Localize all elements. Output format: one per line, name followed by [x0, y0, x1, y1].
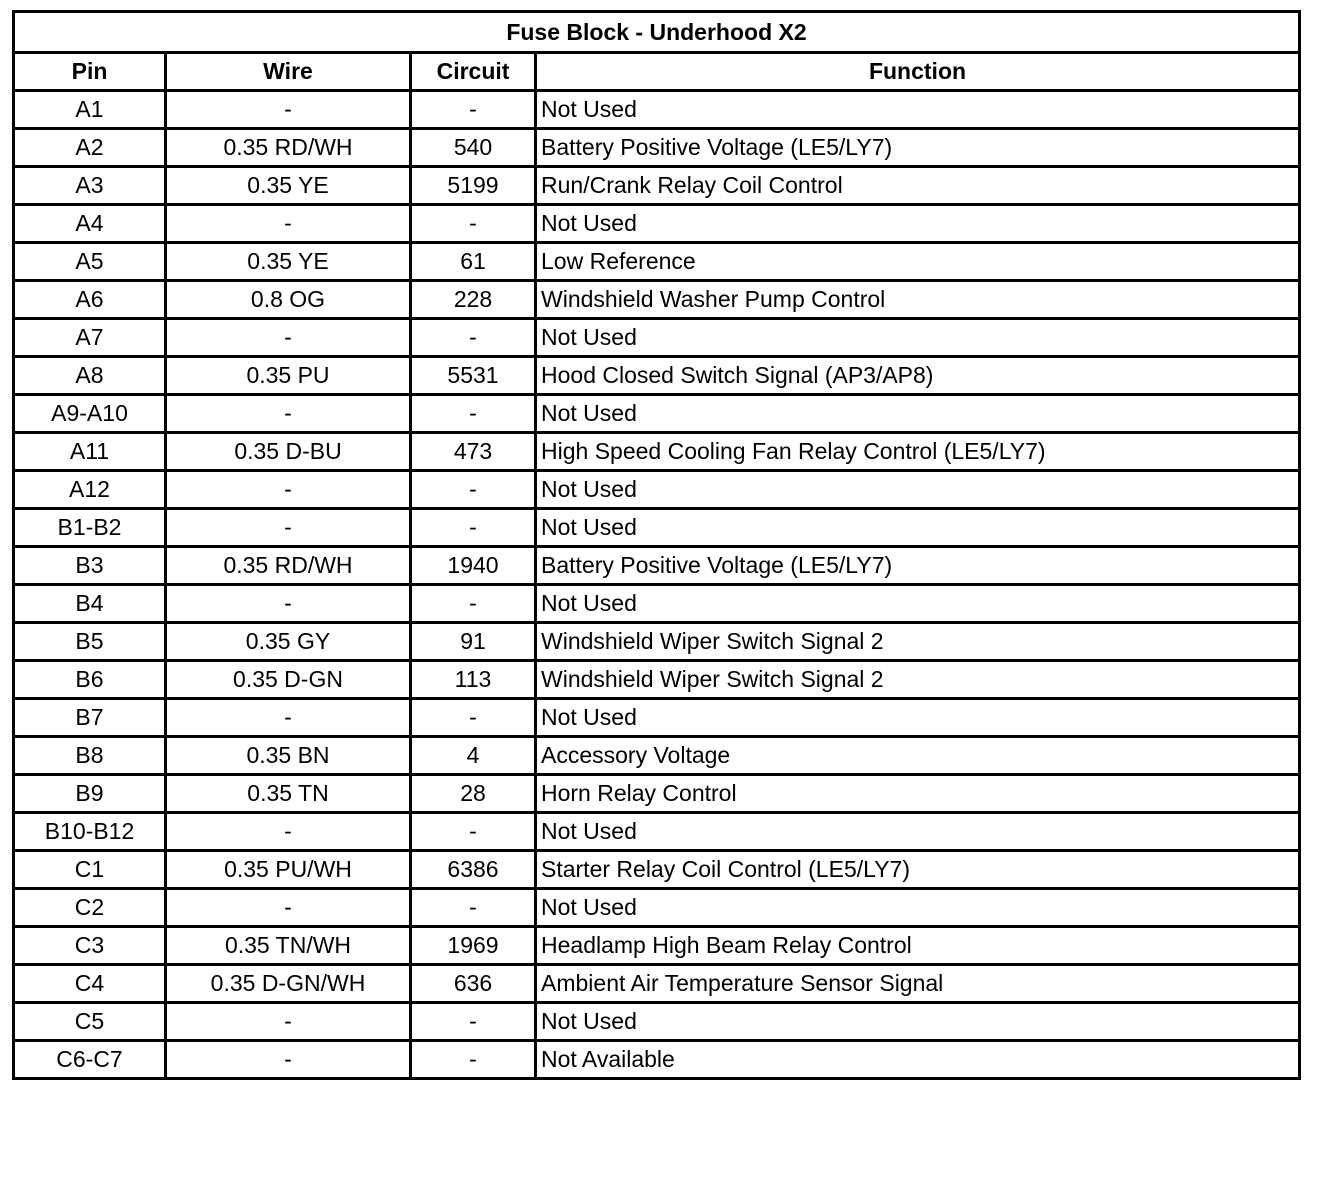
function-cell: Run/Crank Relay Coil Control	[536, 167, 1300, 205]
function-cell: Not Used	[536, 1003, 1300, 1041]
wire-cell: -	[166, 1003, 411, 1041]
table-row	[14, 281, 1300, 319]
wire-cell: 0.35 PU	[166, 357, 411, 395]
circuit-cell: 28	[411, 775, 536, 813]
circuit-cell: -	[411, 699, 536, 737]
table-row	[14, 319, 1300, 357]
pin-cell: A9-A10	[14, 395, 166, 433]
function-cell: Not Available	[536, 1041, 1300, 1079]
circuit-cell: -	[411, 395, 536, 433]
circuit-cell: 5531	[411, 357, 536, 395]
pin-cell: C4	[14, 965, 166, 1003]
wire-cell: 0.8 OG	[166, 281, 411, 319]
wire-cell: -	[166, 699, 411, 737]
pin-cell: C5	[14, 1003, 166, 1041]
wire-cell: 0.35 D-BU	[166, 433, 411, 471]
table-row	[14, 813, 1300, 851]
function-cell: Not Used	[536, 813, 1300, 851]
pin-cell: A1	[14, 91, 166, 129]
table-row	[14, 851, 1300, 889]
table-row	[14, 471, 1300, 509]
circuit-cell: -	[411, 205, 536, 243]
wire-cell: -	[166, 205, 411, 243]
wire-cell: -	[166, 509, 411, 547]
pin-cell: A5	[14, 243, 166, 281]
function-cell: Not Used	[536, 699, 1300, 737]
pin-cell: C1	[14, 851, 166, 889]
circuit-cell: -	[411, 889, 536, 927]
wire-cell: 0.35 RD/WH	[166, 547, 411, 585]
circuit-cell: 1940	[411, 547, 536, 585]
circuit-cell: 5199	[411, 167, 536, 205]
circuit-cell: 61	[411, 243, 536, 281]
circuit-cell: 540	[411, 129, 536, 167]
table-row	[14, 699, 1300, 737]
function-cell: Accessory Voltage	[536, 737, 1300, 775]
pin-cell: C3	[14, 927, 166, 965]
table-row	[14, 889, 1300, 927]
table-row	[14, 927, 1300, 965]
column-header-function: Function	[536, 53, 1300, 91]
wire-cell: -	[166, 1041, 411, 1079]
pin-cell: A2	[14, 129, 166, 167]
pin-cell: A3	[14, 167, 166, 205]
circuit-cell: 473	[411, 433, 536, 471]
wire-cell: -	[166, 585, 411, 623]
wire-cell: -	[166, 889, 411, 927]
pin-cell: C6-C7	[14, 1041, 166, 1079]
wire-cell: 0.35 TN/WH	[166, 927, 411, 965]
table-row	[14, 965, 1300, 1003]
pin-cell: A6	[14, 281, 166, 319]
circuit-cell: -	[411, 1003, 536, 1041]
pin-cell: A12	[14, 471, 166, 509]
wire-cell: 0.35 PU/WH	[166, 851, 411, 889]
circuit-cell: 4	[411, 737, 536, 775]
pin-cell: B1-B2	[14, 509, 166, 547]
function-cell: Not Used	[536, 889, 1300, 927]
wire-cell: 0.35 RD/WH	[166, 129, 411, 167]
table-row	[14, 167, 1300, 205]
wire-cell: -	[166, 395, 411, 433]
table-row	[14, 585, 1300, 623]
wire-cell: -	[166, 91, 411, 129]
pin-cell: A11	[14, 433, 166, 471]
column-header-wire: Wire	[166, 53, 411, 91]
table-title: Fuse Block - Underhood X2	[14, 12, 1300, 53]
function-cell: Not Used	[536, 319, 1300, 357]
circuit-cell: 228	[411, 281, 536, 319]
circuit-cell: 636	[411, 965, 536, 1003]
wire-cell: 0.35 D-GN/WH	[166, 965, 411, 1003]
function-cell: Horn Relay Control	[536, 775, 1300, 813]
pin-cell: A4	[14, 205, 166, 243]
table-row	[14, 205, 1300, 243]
table-row	[14, 243, 1300, 281]
pin-cell: B9	[14, 775, 166, 813]
table-row	[14, 357, 1300, 395]
circuit-cell: -	[411, 813, 536, 851]
circuit-cell: 113	[411, 661, 536, 699]
wire-cell: -	[166, 813, 411, 851]
wire-cell: 0.35 TN	[166, 775, 411, 813]
column-header-pin: Pin	[14, 53, 166, 91]
pin-cell: B5	[14, 623, 166, 661]
function-cell: Not Used	[536, 509, 1300, 547]
circuit-cell: -	[411, 91, 536, 129]
pin-cell: B7	[14, 699, 166, 737]
function-cell: Low Reference	[536, 243, 1300, 281]
circuit-cell: -	[411, 585, 536, 623]
function-cell: Not Used	[536, 205, 1300, 243]
pin-cell: B4	[14, 585, 166, 623]
table-row	[14, 547, 1300, 585]
circuit-cell: -	[411, 509, 536, 547]
function-cell: Battery Positive Voltage (LE5/LY7)	[536, 129, 1300, 167]
table-row	[14, 661, 1300, 699]
wire-cell: -	[166, 319, 411, 357]
function-cell: Not Used	[536, 471, 1300, 509]
table-row	[14, 1041, 1300, 1079]
pin-cell: B8	[14, 737, 166, 775]
circuit-cell: -	[411, 1041, 536, 1079]
table-body	[14, 91, 1300, 1079]
table-row	[14, 509, 1300, 547]
function-cell: Starter Relay Coil Control (LE5/LY7)	[536, 851, 1300, 889]
wire-cell: 0.35 BN	[166, 737, 411, 775]
title-row	[14, 12, 1300, 53]
table-row	[14, 775, 1300, 813]
table-row	[14, 91, 1300, 129]
wire-cell: 0.35 YE	[166, 167, 411, 205]
pin-cell: B6	[14, 661, 166, 699]
wire-cell: 0.35 D-GN	[166, 661, 411, 699]
pin-cell: A8	[14, 357, 166, 395]
table-row	[14, 433, 1300, 471]
circuit-cell: -	[411, 471, 536, 509]
circuit-cell: 6386	[411, 851, 536, 889]
table-row	[14, 129, 1300, 167]
function-cell: Not Used	[536, 91, 1300, 129]
function-cell: Windshield Washer Pump Control	[536, 281, 1300, 319]
circuit-cell: -	[411, 319, 536, 357]
function-cell: Battery Positive Voltage (LE5/LY7)	[536, 547, 1300, 585]
pin-cell: B3	[14, 547, 166, 585]
function-cell: High Speed Cooling Fan Relay Control (LE5/LY7)	[536, 433, 1300, 471]
wire-cell: 0.35 GY	[166, 623, 411, 661]
function-cell: Windshield Wiper Switch Signal 2	[536, 623, 1300, 661]
wire-cell: -	[166, 471, 411, 509]
function-cell: Not Used	[536, 585, 1300, 623]
pin-cell: C2	[14, 889, 166, 927]
table-row	[14, 623, 1300, 661]
pin-cell: B10-B12	[14, 813, 166, 851]
function-cell: Ambient Air Temperature Sensor Signal	[536, 965, 1300, 1003]
pin-cell: A7	[14, 319, 166, 357]
function-cell: Not Used	[536, 395, 1300, 433]
header-row	[14, 53, 1300, 91]
circuit-cell: 1969	[411, 927, 536, 965]
circuit-cell: 91	[411, 623, 536, 661]
wire-cell: 0.35 YE	[166, 243, 411, 281]
table-row	[14, 395, 1300, 433]
function-cell: Headlamp High Beam Relay Control	[536, 927, 1300, 965]
function-cell: Windshield Wiper Switch Signal 2	[536, 661, 1300, 699]
table-row	[14, 1003, 1300, 1041]
table-row	[14, 737, 1300, 775]
column-header-circuit: Circuit	[411, 53, 536, 91]
connector-pinout-table	[12, 10, 1301, 1080]
function-cell: Hood Closed Switch Signal (AP3/AP8)	[536, 357, 1300, 395]
